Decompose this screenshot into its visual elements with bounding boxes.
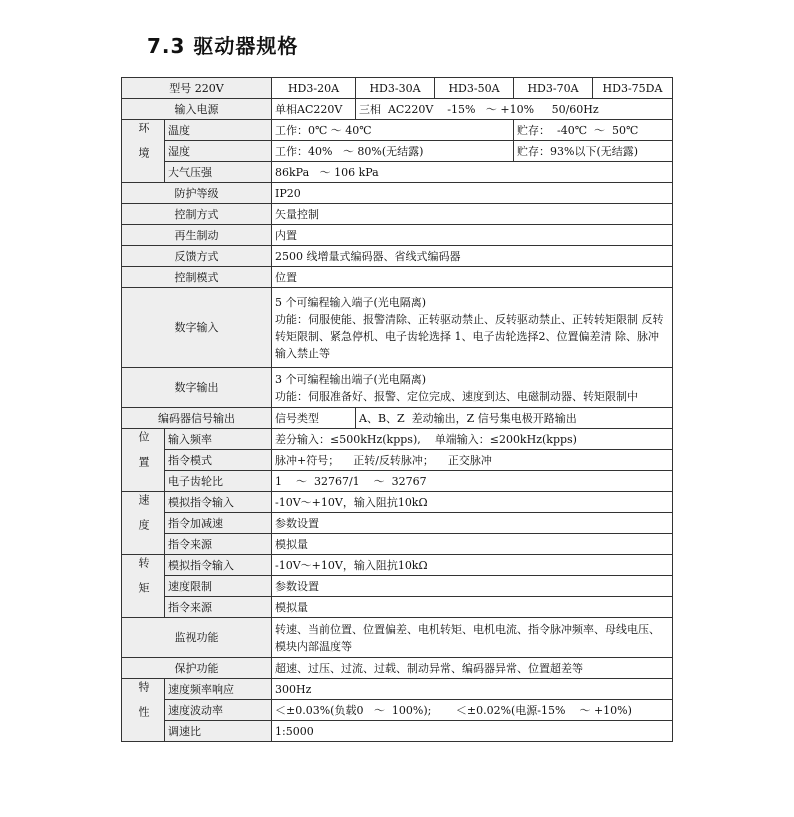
monitor-label: 监视功能 bbox=[122, 618, 272, 658]
digital-output-value bbox=[272, 368, 673, 408]
spec-table bbox=[121, 77, 673, 742]
feature-value: ＜±0.03%(负载0 ～ 100%); ＜±0.02%(电源-15% ～ +10%) bbox=[272, 700, 673, 721]
speed-value: 参数设置 bbox=[272, 513, 673, 534]
model-cell: HD3-75DA bbox=[593, 78, 673, 99]
speed-group-text: 速度 bbox=[137, 494, 150, 544]
feature-label: 速度频率响应 bbox=[165, 679, 272, 700]
digital-input-label: 数字输入 bbox=[122, 288, 272, 368]
torque-row bbox=[122, 597, 673, 618]
spec-row bbox=[122, 246, 673, 267]
monitor-value: 转速、当前位置、位置偏差、电机转矩、电机电流、指令脉冲频率、母线电压、模块内部温度等 bbox=[272, 618, 673, 658]
encoder-row bbox=[122, 408, 673, 429]
humidity-store: 贮存：93%以下(无结露) bbox=[514, 141, 673, 162]
digital-output-label: 数字输出 bbox=[122, 368, 272, 408]
position-value: 脉冲+符号； 正转/反转脉冲； 正交脉冲 bbox=[272, 450, 673, 471]
pressure-row bbox=[122, 162, 673, 183]
spec-row bbox=[122, 225, 673, 246]
power-row bbox=[122, 99, 673, 120]
features-group-label bbox=[122, 679, 165, 742]
page-title: 7.3 驱动器规格 bbox=[147, 34, 299, 58]
spec-value: 2500 线增量式编码器、省线式编码器 bbox=[272, 246, 673, 267]
speed-row bbox=[122, 513, 673, 534]
model-cell: HD3-50A bbox=[435, 78, 514, 99]
speed-value: 模拟量 bbox=[272, 534, 673, 555]
power-single-phase: 单相AC220V bbox=[272, 99, 356, 120]
model-cell: HD3-20A bbox=[272, 78, 356, 99]
torque-row bbox=[122, 576, 673, 597]
feature-value: 1:5000 bbox=[272, 721, 673, 742]
spec-value: 矢量控制 bbox=[272, 204, 673, 225]
spec-label: 反馈方式 bbox=[122, 246, 272, 267]
model-voltage-label: 型号 220V bbox=[122, 78, 272, 99]
speed-row bbox=[122, 492, 673, 513]
torque-label: 速度限制 bbox=[165, 576, 272, 597]
torque-label: 指令来源 bbox=[165, 597, 272, 618]
speed-row bbox=[122, 534, 673, 555]
torque-row bbox=[122, 555, 673, 576]
digital-input-functions: 功能：伺服使能、报警清除、正转驱动禁止、反转驱动禁止、正转转矩限制 反转转矩限制、紧急停机、电子齿轮选择 1、电子齿轮选择2、位置偏差清 除、脉冲输入禁止等 bbox=[275, 312, 664, 360]
spec-label: 控制方式 bbox=[122, 204, 272, 225]
digital-output-line: 3 个可编程输出端子(光电隔离) bbox=[275, 372, 427, 386]
digital-input-row bbox=[122, 288, 673, 368]
feature-row bbox=[122, 721, 673, 742]
position-row bbox=[122, 471, 673, 492]
spec-label: 防护等级 bbox=[122, 183, 272, 204]
position-value: 1 ～ 32767/1 ～ 32767 bbox=[272, 471, 673, 492]
torque-value: -10V～+10V，输入阻抗10kΩ bbox=[272, 555, 673, 576]
speed-label: 指令来源 bbox=[165, 534, 272, 555]
feature-label: 调速比 bbox=[165, 721, 272, 742]
temperature-label: 温度 bbox=[165, 120, 272, 141]
features-group-text: 特性 bbox=[137, 681, 150, 731]
protect-label: 保护功能 bbox=[122, 658, 272, 679]
spec-row bbox=[122, 183, 673, 204]
feature-value: 300Hz bbox=[272, 679, 673, 700]
pressure-label: 大气压强 bbox=[165, 162, 272, 183]
spec-value: 位置 bbox=[272, 267, 673, 288]
torque-group-label bbox=[122, 555, 165, 618]
speed-label: 指令加减速 bbox=[165, 513, 272, 534]
speed-label: 模拟指令输入 bbox=[165, 492, 272, 513]
power-label: 输入电源 bbox=[122, 99, 272, 120]
digital-input-line: 5 个可编程输入端子(光电隔离) bbox=[275, 295, 427, 309]
position-row bbox=[122, 450, 673, 471]
spec-label: 再生制动 bbox=[122, 225, 272, 246]
temperature-work: 工作：0℃ ～ 40℃ bbox=[272, 120, 514, 141]
env-group-text: 环境 bbox=[137, 122, 150, 172]
feature-label: 速度波动率 bbox=[165, 700, 272, 721]
temperature-store: 贮存： -40℃ ～ 50℃ bbox=[514, 120, 673, 141]
feature-row bbox=[122, 679, 673, 700]
model-cell: HD3-30A bbox=[356, 78, 435, 99]
protect-row bbox=[122, 658, 673, 679]
temperature-row bbox=[122, 120, 673, 141]
digital-input-value bbox=[272, 288, 673, 368]
pressure-value: 86kPa ～ 106 kPa bbox=[272, 162, 673, 183]
protect-value: 超速、过压、过流、过载、制动异常、编码器异常、位置超差等 bbox=[272, 658, 673, 679]
env-group-label bbox=[122, 120, 165, 183]
torque-value: 参数设置 bbox=[272, 576, 673, 597]
spec-row bbox=[122, 204, 673, 225]
torque-group-text: 转矩 bbox=[137, 557, 150, 607]
position-row bbox=[122, 429, 673, 450]
speed-group-label bbox=[122, 492, 165, 555]
position-value: 差分输入：≤500kHz(kpps), 单端输入：≤200kHz(kpps) bbox=[272, 429, 673, 450]
monitor-row bbox=[122, 618, 673, 658]
spec-row bbox=[122, 267, 673, 288]
position-label: 输入频率 bbox=[165, 429, 272, 450]
spec-value: 内置 bbox=[272, 225, 673, 246]
digital-output-functions: 功能：伺服准备好、报警、定位完成、速度到达、电磁制动器、转矩限制中 bbox=[275, 389, 638, 403]
feature-row bbox=[122, 700, 673, 721]
torque-value: 模拟量 bbox=[272, 597, 673, 618]
spec-value: IP20 bbox=[272, 183, 673, 204]
humidity-work: 工作：40% ～ 80%(无结露) bbox=[272, 141, 514, 162]
power-three-phase: 三相 AC220V -15% ～ +10% 50/60Hz bbox=[356, 99, 673, 120]
digital-output-row bbox=[122, 368, 673, 408]
position-group-text: 位置 bbox=[137, 431, 150, 481]
torque-label: 模拟指令输入 bbox=[165, 555, 272, 576]
position-group-label bbox=[122, 429, 165, 492]
position-label: 指令模式 bbox=[165, 450, 272, 471]
model-cell: HD3-70A bbox=[514, 78, 593, 99]
header-row bbox=[122, 78, 673, 99]
position-label: 电子齿轮比 bbox=[165, 471, 272, 492]
encoder-type-label: 信号类型 bbox=[272, 408, 356, 429]
humidity-row bbox=[122, 141, 673, 162]
spec-label: 控制模式 bbox=[122, 267, 272, 288]
encoder-type-value: A、B、Z 差动输出，Z 信号集电极开路输出 bbox=[356, 408, 673, 429]
humidity-label: 湿度 bbox=[165, 141, 272, 162]
speed-value: -10V～+10V，输入阻抗10kΩ bbox=[272, 492, 673, 513]
encoder-label: 编码器信号输出 bbox=[122, 408, 272, 429]
